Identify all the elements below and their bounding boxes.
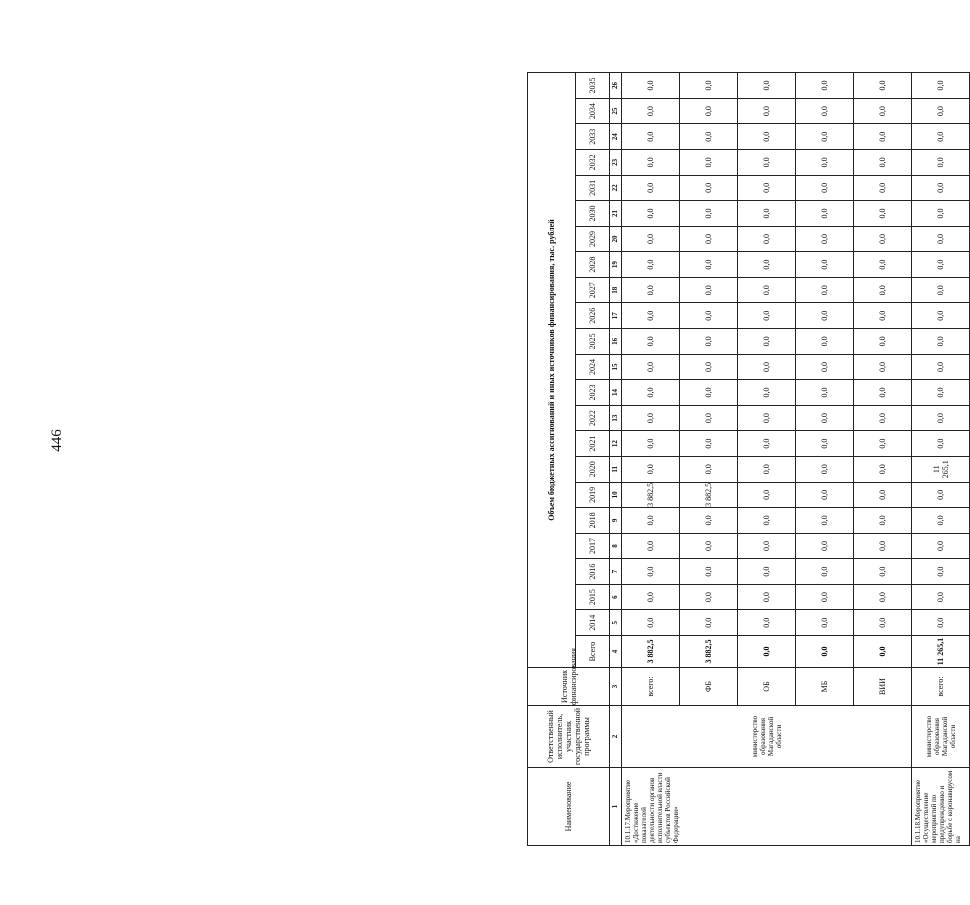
- funding-year-value: 0,0: [622, 277, 680, 303]
- funding-year-value: 0,0: [738, 226, 796, 252]
- funding-year-value: 0,0: [854, 354, 912, 380]
- funding-year-value: 0,0: [738, 329, 796, 355]
- funding-year-value: 0,0: [854, 277, 912, 303]
- col-number: 4: [610, 636, 622, 668]
- funding-year-value: 0,0: [680, 431, 738, 457]
- table-row: [622, 73, 680, 846]
- col-number: 9: [610, 508, 622, 534]
- funding-year-value: 0,0: [912, 533, 970, 559]
- funding-year-value: 0,0: [796, 456, 854, 482]
- funding-year-value: 0,0: [680, 456, 738, 482]
- funding-year-value: 0,0: [912, 226, 970, 252]
- funding-year-value: 0,0: [854, 533, 912, 559]
- funding-year-value: 0,0: [738, 456, 796, 482]
- funding-year-value: 0,0: [738, 98, 796, 124]
- funding-year-value: 0,0: [680, 610, 738, 636]
- col-year-header: 2021: [576, 431, 610, 457]
- funding-year-value: 3 882,5: [680, 482, 738, 508]
- col-number: 6: [610, 584, 622, 610]
- funding-year-value: 0,0: [796, 380, 854, 406]
- financing-table: [527, 72, 970, 846]
- col-year-header: 2032: [576, 150, 610, 176]
- col-number: 26: [610, 73, 622, 99]
- col-number: 21: [610, 201, 622, 227]
- col-year-header: 2034: [576, 98, 610, 124]
- activity-name: 10.1.17.Мероприятие «Достижение показателей деятельности органов исполнительной власти субъектов Российской Федерации»: [622, 768, 912, 846]
- col-number: 1: [610, 768, 622, 846]
- funding-year-value: 0,0: [854, 584, 912, 610]
- col-number: 8: [610, 533, 622, 559]
- col-number: 20: [610, 226, 622, 252]
- funding-year-value: 0,0: [796, 329, 854, 355]
- funding-source: всего:: [912, 668, 970, 706]
- col-number: 3: [610, 668, 622, 706]
- col-number: 10: [610, 482, 622, 508]
- funding-year-value: 0,0: [680, 533, 738, 559]
- funding-year-value: 0,0: [912, 252, 970, 278]
- col-volume-header: Объем бюджетных ассигнований и иных источников финансирования, тыс. рублей: [528, 73, 576, 668]
- funding-year-value: 0,0: [796, 559, 854, 585]
- funding-year-value: 0,0: [796, 405, 854, 431]
- funding-year-value: 0,0: [622, 380, 680, 406]
- funding-year-value: 0,0: [738, 277, 796, 303]
- funding-year-value: 0,0: [854, 405, 912, 431]
- funding-total: 0,0: [738, 636, 796, 668]
- funding-year-value: 0,0: [796, 482, 854, 508]
- col-number: 25: [610, 98, 622, 124]
- table-body: [622, 73, 970, 846]
- funding-year-value: 0,0: [796, 508, 854, 534]
- funding-year-value: 0,0: [622, 584, 680, 610]
- funding-year-value: 0,0: [854, 508, 912, 534]
- col-executor-header: Ответственный исполнитель, участник государственной программы: [528, 706, 610, 768]
- funding-year-value: 0,0: [680, 584, 738, 610]
- funding-year-value: 0,0: [680, 329, 738, 355]
- funding-year-value: 0,0: [912, 610, 970, 636]
- funding-year-value: 0,0: [622, 303, 680, 329]
- col-year-header: 2016: [576, 559, 610, 585]
- funding-year-value: 0,0: [796, 98, 854, 124]
- funding-year-value: 0,0: [796, 201, 854, 227]
- funding-year-value: 0,0: [680, 508, 738, 534]
- funding-year-value: 0,0: [738, 175, 796, 201]
- col-year-header: 2031: [576, 175, 610, 201]
- funding-year-value: 0,0: [912, 150, 970, 176]
- col-number: 16: [610, 329, 622, 355]
- col-number: 5: [610, 610, 622, 636]
- funding-year-value: 0,0: [854, 124, 912, 150]
- funding-year-value: 0,0: [738, 124, 796, 150]
- header-row-numbers: [610, 73, 622, 846]
- funding-year-value: 0,0: [622, 98, 680, 124]
- funding-year-value: 0,0: [796, 354, 854, 380]
- col-number: 22: [610, 175, 622, 201]
- funding-year-value: 3 882,5: [622, 482, 680, 508]
- funding-year-value: 0,0: [680, 226, 738, 252]
- funding-year-value: 0,0: [796, 431, 854, 457]
- funding-year-value: 0,0: [854, 303, 912, 329]
- funding-year-value: 0,0: [796, 124, 854, 150]
- funding-year-value: 0,0: [680, 73, 738, 99]
- col-year-header: 2026: [576, 303, 610, 329]
- funding-year-value: 0,0: [854, 73, 912, 99]
- funding-year-value: 0,0: [680, 380, 738, 406]
- funding-year-value: 0,0: [796, 150, 854, 176]
- funding-year-value: 0,0: [854, 380, 912, 406]
- funding-total: 3 882,5: [680, 636, 738, 668]
- col-number: 19: [610, 252, 622, 278]
- col-number: 15: [610, 354, 622, 380]
- funding-year-value: 0,0: [680, 405, 738, 431]
- funding-year-value: 11 265,1: [912, 456, 970, 482]
- funding-year-value: 0,0: [680, 201, 738, 227]
- funding-year-value: 0,0: [680, 175, 738, 201]
- col-number: 17: [610, 303, 622, 329]
- col-year-header: 2017: [576, 533, 610, 559]
- funding-year-value: 0,0: [622, 533, 680, 559]
- col-number: 7: [610, 559, 622, 585]
- funding-year-value: 0,0: [796, 584, 854, 610]
- funding-year-value: 0,0: [738, 303, 796, 329]
- funding-year-value: 0,0: [912, 98, 970, 124]
- activity-name: 10.1.18.Мероприятие «Осуществление мероприятий по предупреждению и борьбе с коронавирусом на: [912, 768, 970, 846]
- table-container: [87, 72, 962, 846]
- funding-year-value: 0,0: [680, 150, 738, 176]
- funding-year-value: 0,0: [622, 226, 680, 252]
- funding-year-value: 0,0: [912, 277, 970, 303]
- funding-year-value: 0,0: [738, 533, 796, 559]
- funding-year-value: 0,0: [912, 405, 970, 431]
- funding-total: 0,0: [796, 636, 854, 668]
- funding-year-value: 0,0: [738, 508, 796, 534]
- funding-year-value: 0,0: [622, 354, 680, 380]
- funding-year-value: 0,0: [680, 252, 738, 278]
- funding-year-value: 0,0: [912, 303, 970, 329]
- funding-year-value: 0,0: [854, 431, 912, 457]
- funding-year-value: 0,0: [738, 380, 796, 406]
- funding-year-value: 0,0: [912, 584, 970, 610]
- col-source-header: Источник финансирования: [528, 668, 610, 706]
- funding-year-value: 0,0: [622, 175, 680, 201]
- activity-executor: министерство образования Магаданской области: [622, 706, 912, 768]
- funding-year-value: 0,0: [912, 380, 970, 406]
- funding-total: 3 882,5: [622, 636, 680, 668]
- table-row: [912, 73, 970, 846]
- funding-year-value: 0,0: [796, 303, 854, 329]
- col-year-header: 2035: [576, 73, 610, 99]
- funding-source: ОБ: [738, 668, 796, 706]
- funding-year-value: 0,0: [912, 329, 970, 355]
- col-number: 24: [610, 124, 622, 150]
- col-year-header: 2022: [576, 405, 610, 431]
- col-number: 12: [610, 431, 622, 457]
- activity-executor: министерство образования Магаданской области: [912, 706, 970, 768]
- col-total-header: Всего: [576, 636, 610, 668]
- funding-total: 11 265,1: [912, 636, 970, 668]
- col-year-header: 2020: [576, 456, 610, 482]
- col-number: 18: [610, 277, 622, 303]
- funding-year-value: 0,0: [854, 252, 912, 278]
- header-row-1: [528, 73, 576, 846]
- col-number: 14: [610, 380, 622, 406]
- funding-year-value: 0,0: [622, 124, 680, 150]
- funding-year-value: 0,0: [738, 431, 796, 457]
- col-year-header: 2024: [576, 354, 610, 380]
- funding-year-value: 0,0: [738, 610, 796, 636]
- col-year-header: 2033: [576, 124, 610, 150]
- funding-year-value: 0,0: [680, 124, 738, 150]
- funding-year-value: 0,0: [854, 329, 912, 355]
- col-year-header: 2023: [576, 380, 610, 406]
- col-year-header: 2028: [576, 252, 610, 278]
- funding-year-value: 0,0: [622, 329, 680, 355]
- col-name-header: Наименование: [528, 768, 610, 846]
- funding-year-value: 0,0: [912, 354, 970, 380]
- funding-year-value: 0,0: [622, 610, 680, 636]
- col-number: 2: [610, 706, 622, 768]
- funding-year-value: 0,0: [912, 175, 970, 201]
- funding-year-value: 0,0: [912, 508, 970, 534]
- funding-year-value: 0,0: [622, 508, 680, 534]
- page-number: 446: [48, 429, 65, 452]
- funding-year-value: 0,0: [622, 252, 680, 278]
- col-year-header: 2025: [576, 329, 610, 355]
- funding-year-value: 0,0: [680, 303, 738, 329]
- funding-year-value: 0,0: [854, 98, 912, 124]
- col-number: 23: [610, 150, 622, 176]
- funding-year-value: 0,0: [912, 73, 970, 99]
- funding-year-value: 0,0: [680, 559, 738, 585]
- funding-year-value: 0,0: [796, 533, 854, 559]
- funding-source: ФБ: [680, 668, 738, 706]
- funding-year-value: 0,0: [738, 482, 796, 508]
- funding-year-value: 0,0: [622, 431, 680, 457]
- funding-year-value: 0,0: [738, 584, 796, 610]
- funding-year-value: 0,0: [854, 201, 912, 227]
- funding-source: всего:: [622, 668, 680, 706]
- funding-year-value: 0,0: [680, 98, 738, 124]
- col-year-header: 2027: [576, 277, 610, 303]
- col-number: 11: [610, 456, 622, 482]
- rotated-table: [527, 72, 967, 846]
- funding-year-value: 0,0: [854, 482, 912, 508]
- funding-year-value: 0,0: [738, 150, 796, 176]
- funding-year-value: 0,0: [796, 277, 854, 303]
- col-year-header: 2014: [576, 610, 610, 636]
- col-number: 13: [610, 405, 622, 431]
- funding-year-value: 0,0: [854, 559, 912, 585]
- funding-source: МБ: [796, 668, 854, 706]
- funding-year-value: 0,0: [796, 175, 854, 201]
- funding-year-value: 0,0: [796, 252, 854, 278]
- col-year-header: 2030: [576, 201, 610, 227]
- funding-year-value: 0,0: [622, 456, 680, 482]
- funding-year-value: 0,0: [622, 559, 680, 585]
- funding-year-value: 0,0: [738, 405, 796, 431]
- funding-year-value: 0,0: [854, 226, 912, 252]
- funding-year-value: 0,0: [796, 226, 854, 252]
- funding-year-value: 0,0: [738, 354, 796, 380]
- funding-year-value: 0,0: [738, 73, 796, 99]
- col-year-header: 2019: [576, 482, 610, 508]
- funding-year-value: 0,0: [622, 405, 680, 431]
- funding-year-value: 0,0: [622, 150, 680, 176]
- funding-year-value: 0,0: [912, 431, 970, 457]
- funding-year-value: 0,0: [854, 456, 912, 482]
- col-year-header: 2029: [576, 226, 610, 252]
- funding-year-value: 0,0: [680, 277, 738, 303]
- funding-year-value: 0,0: [680, 354, 738, 380]
- funding-year-value: 0,0: [854, 150, 912, 176]
- funding-total: 0,0: [854, 636, 912, 668]
- col-year-header: 2015: [576, 584, 610, 610]
- funding-year-value: 0,0: [854, 610, 912, 636]
- funding-year-value: 0,0: [796, 73, 854, 99]
- funding-year-value: 0,0: [796, 610, 854, 636]
- funding-year-value: 0,0: [854, 175, 912, 201]
- funding-year-value: 0,0: [912, 559, 970, 585]
- col-year-header: 2018: [576, 508, 610, 534]
- funding-year-value: 0,0: [738, 559, 796, 585]
- funding-year-value: 0,0: [912, 124, 970, 150]
- funding-year-value: 0,0: [912, 201, 970, 227]
- funding-year-value: 0,0: [622, 201, 680, 227]
- funding-year-value: 0,0: [622, 73, 680, 99]
- funding-source: ВИИ: [854, 668, 912, 706]
- funding-year-value: 0,0: [738, 252, 796, 278]
- funding-year-value: 0,0: [738, 201, 796, 227]
- funding-year-value: 0,0: [912, 482, 970, 508]
